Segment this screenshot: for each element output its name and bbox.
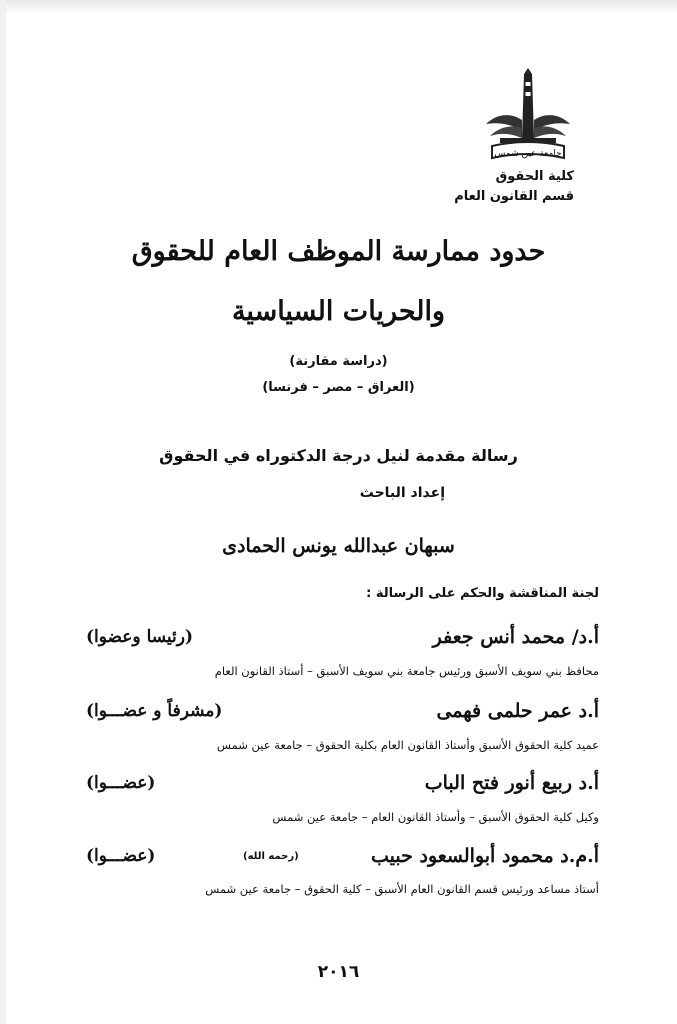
member-role: (عضـــوا) [86,846,156,866]
committee-heading: لجنة المناقشة والحكم على الرسالة : [366,586,599,601]
prepared-by-label: إعداد الباحث [359,485,445,501]
subtitle-countries: (العراق – مصر – فرنسا) [262,380,415,395]
member-name: أ.د/ محمد أنس جعفر [432,626,599,648]
page-top-shadow [0,0,677,14]
member-description: أستاذ مساعد ورئيس قسم القانون العام الأسبق – كلية الحقوق – جامعة عين شمس [205,882,599,896]
title-line-1: حدود ممارسة الموظف العام للحقوق [131,236,546,267]
author-name: سبهان عبدالله يونس الحمادى [222,535,455,557]
member-name: أ.د ربيع أنور فتح الباب [424,772,599,794]
year: ٢٠١٦ [317,962,360,982]
member-role: (عضـــوا) [86,773,156,793]
logo-text: جامعة عين شمس [494,149,562,159]
thesis-statement: رسالة مقدمة لنيل درجة الدكتوراه في الحقوق [159,446,518,465]
member-description: عميد كلية الحقوق الأسبق وأستاذ القانون العام بكلية الحقوق – جامعة عين شمس [216,738,599,752]
member-note: (رحمه الله) [243,851,299,862]
faculty-block [454,167,574,207]
member-role: (مشرفاً و عضـــوا) [86,701,223,721]
member-name: أ.م.د محمود أبوالسعود حبيب [371,845,599,867]
member-role: (رئيسا وعضوا) [86,627,194,647]
member-description: وكيل كلية الحقوق الأسبق – وأستاذ القانون العام – جامعة عين شمس [272,810,599,824]
department-name: قسم القانون العام [454,189,574,204]
title-line-2: والحريات السياسية [231,296,446,327]
page-left-edge [0,0,6,1024]
subtitle-study-type: (دراسة مقارنة) [289,354,388,369]
member-name: أ.د عمر حلمى فهمى [436,700,599,722]
ain-shams-university-logo-icon [482,68,574,164]
member-description: محافظ بني سويف الأسبق ورئيس جامعة بني سويف الأسبق – أستاذ القانون العام [214,664,599,678]
faculty-name: كلية الحقوق [495,169,574,184]
